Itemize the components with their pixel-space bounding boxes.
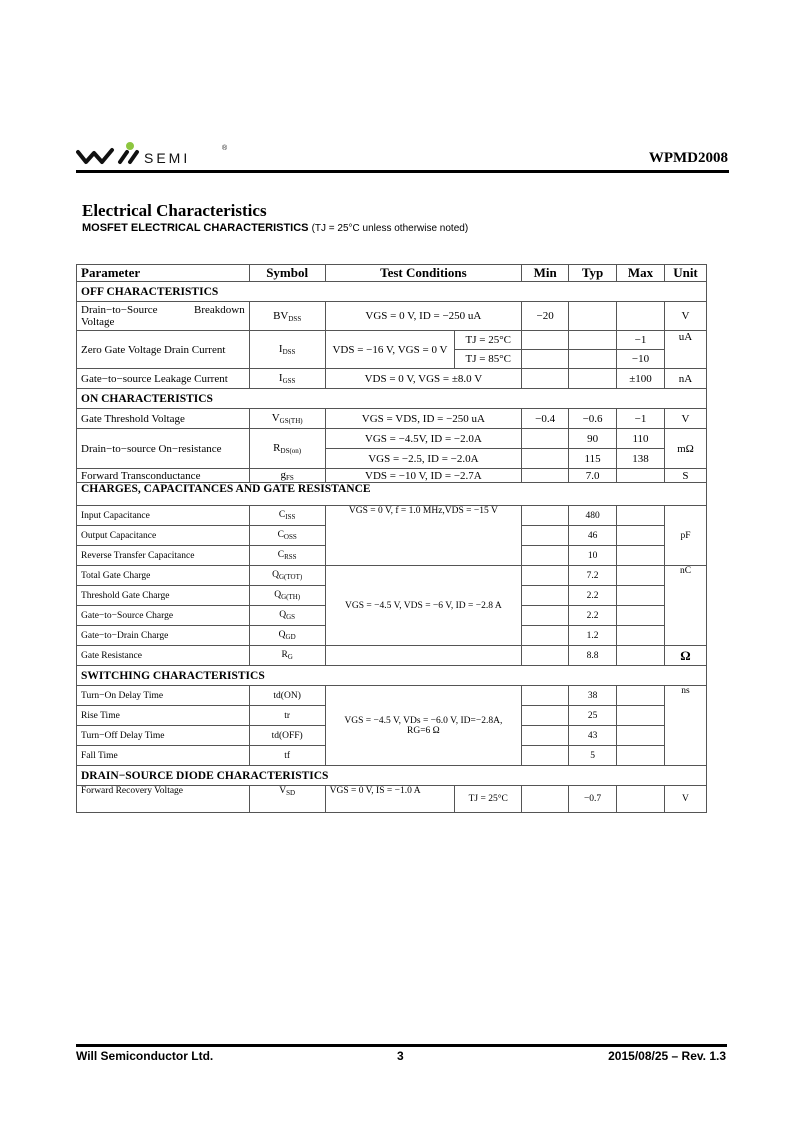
footer-page-number: 3 xyxy=(397,1049,404,1063)
unit-capacitance: pF xyxy=(664,506,706,566)
symbol-crss: $C_{RSS}$ xyxy=(249,546,325,566)
symbol-vsd: $V_{SD}$ xyxy=(249,786,325,813)
unit-idss: uA xyxy=(664,331,706,369)
footer-company: Will Semiconductor Ltd. xyxy=(76,1049,214,1063)
unit-rds: mΩ xyxy=(664,429,706,469)
typ-rds-25v: 115 xyxy=(569,449,617,469)
symbol-tdon: td(ON) xyxy=(249,686,325,706)
param-qgd: Gate−to−Drain Charge xyxy=(77,626,250,646)
header-rule xyxy=(76,170,729,173)
symbol-coss: $C_{OSS}$ xyxy=(249,526,325,546)
unit-vgsth: V xyxy=(664,409,706,429)
typ-vgsth: −0.6 xyxy=(569,409,617,429)
cond-rds-45v: VGS = −4.5V, ID = −2.0A xyxy=(325,429,522,449)
param-qgtot: Total Gate Charge xyxy=(77,566,250,586)
section-diode: DRAIN−SOURCE DIODE CHARACTERISTICS xyxy=(77,766,707,786)
param-crss: Reverse Transfer Capacitance xyxy=(77,546,250,566)
table-row xyxy=(77,429,707,449)
unit-bvdss: V xyxy=(664,302,706,331)
max-idss-25c: −1 xyxy=(617,331,665,350)
param-coss: Output Capacitance xyxy=(77,526,250,546)
param-rds: Drain−to−source On−resistance xyxy=(77,429,250,469)
cond-switching-line1: VGS = −4.5 V, VDs = −6.0 V, ID=−2.8A, xyxy=(344,715,503,726)
param-qgth: Threshold Gate Charge xyxy=(77,586,250,606)
footer-revision: 2015/08/25 – Rev. 1.3 xyxy=(608,1049,726,1063)
subtitle-note: (TJ = 25°C unless otherwise noted) xyxy=(311,223,469,234)
typ-tf: 5 xyxy=(569,746,617,766)
cond-vsd-tj: TJ = 25°C xyxy=(455,786,522,813)
subtitle-bold: MOSFET ELECTRICAL CHARACTERISTICS xyxy=(82,222,309,234)
symbol-qgth: $Q_{G(TH)}$ xyxy=(249,586,325,606)
symbol-idss: $I_{DSS}$ xyxy=(249,331,325,369)
min-bvdss: −20 xyxy=(522,302,569,331)
typ-qgth: 2.2 xyxy=(569,586,617,606)
cond-rds-25v: VGS = −2.5, ID = −2.0A xyxy=(325,449,522,469)
header-unit: Unit xyxy=(664,265,706,282)
typ-qgtot: 7.2 xyxy=(569,566,617,586)
cond-igss: VDS = 0 V, VGS = ±8.0 V xyxy=(325,369,522,389)
typ-rds-45v: 90 xyxy=(569,429,617,449)
header-max: Max xyxy=(617,265,665,282)
header-parameter: Parameter xyxy=(77,265,250,282)
cond-idss-25c: TJ = 25°C xyxy=(455,331,522,350)
section-charges: CHARGES, CAPACITANCES AND GATE RESISTANCE xyxy=(77,483,707,506)
param-tr: Rise Time xyxy=(77,706,250,726)
part-number: WPMD2008 xyxy=(648,150,728,166)
table-row xyxy=(77,506,707,526)
header-test-conditions: Test Conditions xyxy=(325,265,522,282)
param-vgsth: Gate Threshold Voltage xyxy=(77,409,250,429)
cond-vsd: VGS = 0 V, IS = −1.0 A xyxy=(325,786,455,813)
param-qgs: Gate−to−Source Charge xyxy=(77,606,250,626)
param-ciss: Input Capacitance xyxy=(77,506,250,526)
table-row xyxy=(77,566,707,586)
typ-crss: 10 xyxy=(569,546,617,566)
header-symbol: Symbol xyxy=(249,265,325,282)
min-vgsth: −0.4 xyxy=(522,409,569,429)
table-row xyxy=(77,646,707,666)
symbol-ciss: $C_{ISS}$ xyxy=(249,506,325,526)
param-idss: Zero Gate Voltage Drain Current xyxy=(77,331,250,369)
symbol-tr: tr xyxy=(249,706,325,726)
cond-idss: VDS = −16 V, VGS = 0 V xyxy=(325,331,455,369)
section-switching: SWITCHING CHARACTERISTICS xyxy=(77,666,707,686)
param-igss: Gate−to−source Leakage Current xyxy=(77,369,250,389)
param-tdoff: Turn−Off Delay Time xyxy=(77,726,250,746)
symbol-igss: $I_{GSS}$ xyxy=(249,369,325,389)
table-row xyxy=(77,469,707,483)
cond-bvdss: VGS = 0 V, ID = −250 uA xyxy=(325,302,522,331)
param-vsd: Forward Recovery Voltage xyxy=(77,786,250,813)
table-header-row xyxy=(77,265,707,282)
cond-gate-charge: VGS = −4.5 V, VDS = −6 V, ID = −2.8 A xyxy=(325,566,522,646)
section-off: OFF CHARACTERISTICS xyxy=(77,282,707,302)
unit-igss: nA xyxy=(664,369,706,389)
table-row xyxy=(77,302,707,331)
param-tf: Fall Time xyxy=(77,746,250,766)
willsemi-logo xyxy=(76,140,236,170)
table-row xyxy=(77,409,707,429)
symbol-qgs: $Q_{GS}$ xyxy=(249,606,325,626)
logo-registered-mark: ® xyxy=(222,145,228,152)
symbol-rg: $R_G$ xyxy=(249,646,325,666)
cond-vgsth: VGS = VDS, ID = −250 uA xyxy=(325,409,522,429)
table-row xyxy=(77,331,707,350)
max-vgsth: −1 xyxy=(617,409,665,429)
electrical-characteristics-table xyxy=(76,264,707,813)
symbol-qgtot: $Q_{G(TOT)}$ xyxy=(249,566,325,586)
symbol-rds: $R_{DS(on)}$ xyxy=(249,429,325,469)
cond-idss-85c: TJ = 85°C xyxy=(455,350,522,369)
typ-ciss: 480 xyxy=(569,506,617,526)
section-subtitle xyxy=(82,222,468,234)
section-title: Electrical Characteristics xyxy=(82,201,267,220)
header-min: Min xyxy=(522,265,569,282)
typ-gfs: 7.0 xyxy=(569,469,617,483)
footer-rule xyxy=(76,1044,727,1047)
table-row xyxy=(77,369,707,389)
symbol-vgsth: $V_{GS(TH)}$ xyxy=(249,409,325,429)
unit-gfs: S xyxy=(664,469,706,483)
cond-switching-line2: RG=6 Ω xyxy=(407,725,440,736)
max-rds-25v: 138 xyxy=(617,449,665,469)
unit-rg: Ω xyxy=(664,646,706,666)
max-igss: ±100 xyxy=(617,369,665,389)
max-rds-45v: 110 xyxy=(617,429,665,449)
typ-vsd: −0.7 xyxy=(569,786,617,813)
typ-tr: 25 xyxy=(569,706,617,726)
section-on: ON CHARACTERISTICS xyxy=(77,389,707,409)
param-gfs: Forward Transconductance xyxy=(77,469,250,483)
unit-vsd: V xyxy=(664,786,706,813)
symbol-tdoff: td(OFF) xyxy=(249,726,325,746)
unit-gate-charge: nC xyxy=(664,566,706,646)
cond-gfs: VDS = −10 V, ID = −2.7A xyxy=(325,469,522,483)
table-row xyxy=(77,686,707,706)
typ-qgs: 2.2 xyxy=(569,606,617,626)
typ-tdon: 38 xyxy=(569,686,617,706)
cond-switching xyxy=(325,686,522,766)
symbol-tf: tf xyxy=(249,746,325,766)
header-typ: Typ xyxy=(569,265,617,282)
max-idss-85c: −10 xyxy=(617,350,665,369)
param-rg: Gate Resistance xyxy=(77,646,250,666)
param-tdon: Turn−On Delay Time xyxy=(77,686,250,706)
param-bvdss: Drain−to−Source Breakdown Voltage xyxy=(77,302,250,331)
typ-tdoff: 43 xyxy=(569,726,617,746)
typ-rg: 8.8 xyxy=(569,646,617,666)
symbol-bvdss: $BV_{DSS}$ xyxy=(249,302,325,331)
typ-coss: 46 xyxy=(569,526,617,546)
logo-semi-text: SEMI xyxy=(144,150,191,166)
symbol-qgd: $Q_{GD}$ xyxy=(249,626,325,646)
table-row xyxy=(77,786,707,813)
cond-capacitance: VGS = 0 V, f = 1.0 MHz,VDS = −15 V xyxy=(325,506,522,566)
unit-switching: ns xyxy=(664,686,706,766)
symbol-gfs: $g_{FS}$ xyxy=(249,469,325,483)
typ-qgd: 1.2 xyxy=(569,626,617,646)
